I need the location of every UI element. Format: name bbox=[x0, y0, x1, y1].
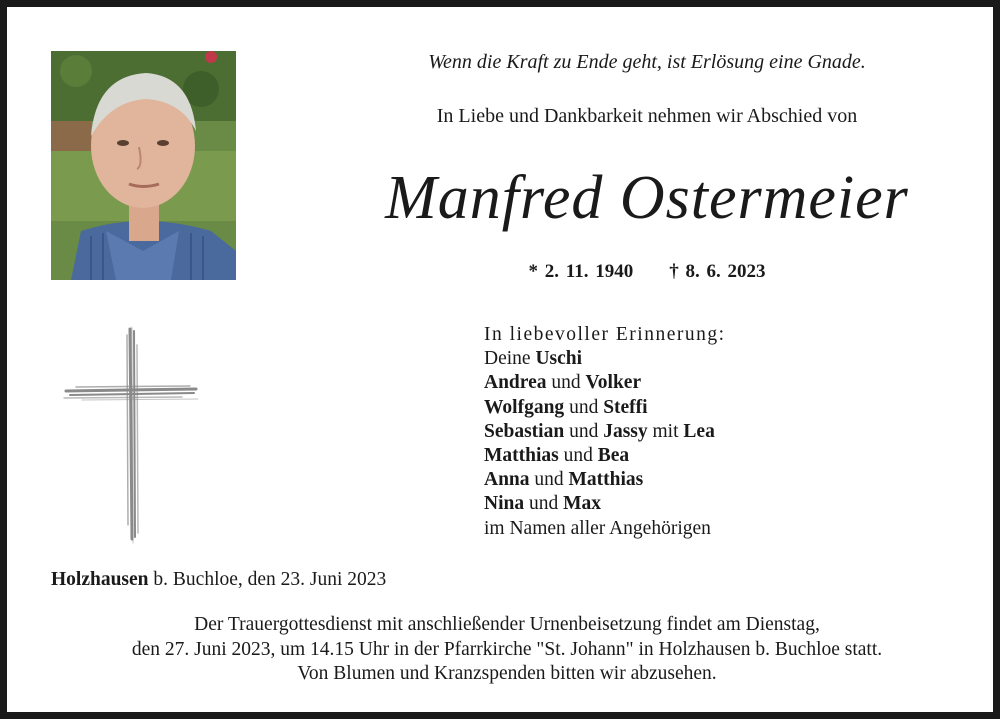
mourner-line bbox=[484, 347, 726, 371]
mourner-lines bbox=[484, 347, 726, 516]
service-info bbox=[27, 613, 987, 687]
service-line: Der Trauergottesdienst mit anschließender Urnenbeisetzung findet am Dienstag, bbox=[194, 614, 820, 635]
mourner-name: Nina bbox=[484, 493, 525, 515]
mourner-line bbox=[484, 396, 726, 420]
mourner-name: Steffi bbox=[603, 396, 648, 418]
service-line: Von Blumen und Kranzspenden bitten wir abzusehen. bbox=[297, 663, 717, 684]
mourner-name: Volker bbox=[585, 372, 642, 394]
connector-text: und bbox=[564, 420, 604, 442]
mourner-name: Sebastian bbox=[484, 420, 565, 442]
mourner-name: Matthias bbox=[484, 445, 559, 467]
mourner-line bbox=[484, 420, 726, 444]
connector-text: und bbox=[546, 372, 586, 394]
birth-date: * 2. 11. 1940 bbox=[528, 261, 634, 282]
mourner-name: Anna bbox=[484, 469, 530, 491]
connector-text: mit bbox=[647, 420, 684, 442]
connector-text: und bbox=[564, 396, 604, 418]
mourner-name: Lea bbox=[683, 420, 715, 442]
deceased-name: Manfred Ostermeier bbox=[385, 164, 909, 232]
service-line: den 27. Juni 2023, um 14.15 Uhr in der Pfarrkirche "St. Johann" in Holzhausen b. Buchloe statt. bbox=[131, 638, 883, 660]
connector-text: Deine bbox=[484, 348, 536, 370]
mourner-name: Bea bbox=[597, 445, 630, 467]
place-date: b. Buchloe, den 23. Juni 2023 bbox=[148, 569, 387, 590]
mourner-name: Wolfgang bbox=[484, 396, 565, 418]
brushed-cross-icon bbox=[62, 325, 202, 545]
motto-quote: Wenn die Kraft zu Ende geht, ist Erlösung eine Gnade. bbox=[428, 51, 866, 73]
life-dates bbox=[307, 261, 987, 283]
mourner-line bbox=[484, 492, 726, 516]
place-and-date bbox=[51, 569, 386, 591]
death-date: † 8. 6. 2023 bbox=[669, 261, 766, 282]
mourners-list bbox=[484, 323, 726, 541]
farewell-intro: In Liebe und Dankbarkeit nehmen wir Abschied von bbox=[436, 105, 858, 127]
portrait-photo bbox=[51, 51, 236, 280]
mourner-name: Jassy bbox=[603, 420, 648, 442]
mourners-closing: im Namen aller Angehörigen bbox=[484, 517, 711, 539]
mourner-name: Matthias bbox=[568, 469, 644, 491]
connector-text: und bbox=[529, 469, 569, 491]
mourner-line bbox=[484, 468, 726, 492]
mourner-name: Max bbox=[563, 493, 602, 515]
mourner-name: Uschi bbox=[535, 348, 583, 370]
mourner-line bbox=[484, 371, 726, 395]
mourner-line bbox=[484, 444, 726, 468]
connector-text: und bbox=[558, 445, 598, 467]
place-name: Holzhausen bbox=[51, 569, 149, 590]
mourner-name: Andrea bbox=[484, 372, 547, 394]
mourners-heading: In liebevoller Erinnerung: bbox=[484, 324, 726, 345]
connector-text: und bbox=[524, 493, 564, 515]
